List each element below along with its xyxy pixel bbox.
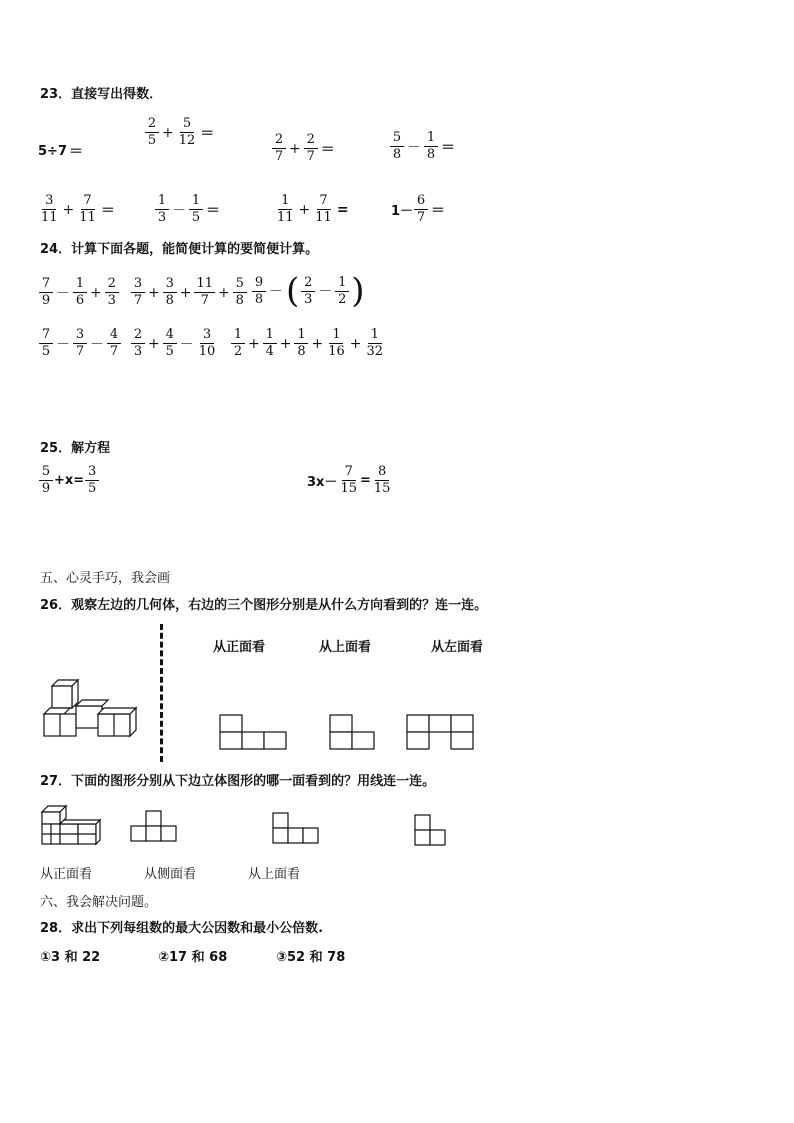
numerator: 7	[317, 193, 331, 210]
numerator: 1	[278, 193, 292, 210]
fraction	[163, 327, 177, 360]
numerator: 2	[131, 327, 145, 344]
fraction	[39, 464, 53, 497]
q28-item-text: 52 和 78	[287, 950, 346, 965]
fraction	[313, 193, 334, 226]
q24-expr-4	[38, 327, 122, 360]
numerator: 1	[155, 193, 169, 210]
q27-label-front: 从正面看	[40, 867, 93, 882]
denominator: 5	[41, 344, 51, 359]
operator: －	[179, 336, 194, 353]
denominator: 15	[373, 481, 391, 496]
numerator: 5	[39, 464, 53, 481]
q27-label-side: 从侧面看	[144, 867, 197, 882]
denominator: 3	[107, 293, 116, 308]
q23-item-1	[38, 141, 83, 161]
q23-title: 23．直接写出得数．	[40, 87, 163, 102]
operator: +	[90, 284, 102, 301]
denominator: 5	[88, 481, 97, 496]
denominator: 12	[178, 133, 196, 148]
q28-item-3	[276, 946, 345, 965]
q27-view-1	[130, 810, 178, 846]
fraction	[77, 193, 98, 226]
fraction	[155, 193, 169, 226]
equation-lead: 3x－	[307, 475, 338, 490]
operator: +	[311, 335, 324, 352]
q23-item-5	[38, 193, 115, 226]
numerator: 1	[329, 327, 343, 344]
fraction	[364, 327, 385, 360]
q26-title: 26．观察左边的几何体，右边的三个图形分别是从什么方向看到的？连一连。	[40, 598, 488, 613]
fraction	[275, 193, 296, 226]
fraction	[301, 275, 315, 308]
circled-number: ①	[40, 950, 52, 965]
fraction	[326, 327, 347, 360]
numerator: 8	[375, 464, 389, 481]
operator: +	[179, 284, 192, 301]
q23-item-7	[274, 193, 349, 226]
fraction	[163, 276, 177, 309]
denominator: 10	[198, 344, 216, 359]
fraction	[131, 276, 145, 309]
fraction	[233, 276, 247, 309]
operator: +	[62, 201, 75, 218]
denominator: 11	[277, 210, 294, 225]
fraction	[338, 464, 359, 497]
denominator: 3	[133, 344, 143, 359]
operator: +	[218, 284, 230, 301]
denominator: 8	[235, 293, 244, 308]
q27-view-2	[272, 812, 320, 848]
denominator: 32	[366, 344, 384, 359]
numerator: 7	[39, 276, 53, 293]
numerator: 9	[252, 275, 266, 292]
q26-label-top: 从上面看	[319, 640, 372, 655]
fraction	[197, 327, 218, 360]
fraction	[414, 193, 428, 226]
fraction	[177, 116, 198, 149]
numerator: 1	[231, 327, 245, 344]
numerator: 2	[105, 276, 119, 293]
q27-solid-figure	[40, 804, 102, 846]
denominator: 3	[304, 291, 313, 307]
fraction	[39, 193, 60, 226]
operator: +	[289, 140, 301, 157]
denominator: 4	[265, 344, 274, 359]
denominator: 8	[165, 293, 174, 308]
fraction	[105, 276, 119, 309]
q28-title: 28．求出下列每组数的最大公因数和最小公倍数.	[40, 921, 324, 936]
fraction	[194, 276, 215, 309]
operator: +	[349, 335, 362, 352]
numerator: 3	[163, 276, 177, 293]
operator: －	[407, 139, 421, 156]
q25-equation-2	[307, 464, 393, 497]
fraction	[39, 276, 53, 309]
fraction	[145, 116, 159, 149]
circled-number: ③	[276, 950, 288, 965]
denominator: 7	[75, 344, 85, 359]
numerator: 1	[189, 193, 203, 210]
denominator: 6	[75, 293, 85, 308]
equals-sign: =	[336, 201, 349, 218]
fraction	[424, 130, 438, 163]
denominator: 7	[416, 210, 426, 225]
fraction	[73, 276, 87, 309]
fraction	[189, 193, 203, 226]
fraction	[372, 464, 393, 497]
q24-expr-6	[230, 327, 386, 360]
equals-sign: ＝	[431, 202, 446, 219]
denominator: 8	[297, 344, 306, 359]
numerator: 1	[335, 275, 349, 292]
q23-item-8	[391, 193, 445, 226]
q23-item-4	[389, 130, 455, 163]
numerator: 3	[200, 327, 214, 344]
denominator: 8	[392, 147, 402, 162]
fraction	[231, 327, 245, 360]
numerator: 2	[145, 116, 159, 133]
lead-text: 1－	[391, 204, 414, 219]
operator: +	[248, 335, 260, 352]
denominator: 8	[254, 291, 264, 307]
denominator: 11	[79, 210, 96, 225]
equation-middle: +x=	[54, 473, 85, 488]
q28-item-text: 17 和 68	[169, 950, 228, 965]
section-6-title: 六、我会解决问题。	[40, 895, 158, 910]
denominator: 7	[133, 293, 143, 308]
fraction	[335, 275, 349, 308]
operator: +	[148, 284, 160, 301]
numerator: 6	[414, 193, 428, 210]
dashed-divider	[160, 624, 163, 762]
fraction	[304, 132, 318, 165]
denominator: 7	[109, 344, 119, 359]
equals-sign: ＝	[200, 125, 215, 142]
operator: －	[269, 284, 283, 300]
q27-view-3	[414, 814, 448, 850]
operator: +	[298, 201, 311, 218]
denominator: 8	[426, 147, 436, 162]
section-5-title: 五、心灵手巧，我会画	[40, 571, 171, 586]
numerator: 7	[342, 464, 356, 481]
circled-number: ②	[158, 950, 170, 965]
denominator: 16	[328, 344, 345, 359]
numerator: 7	[39, 327, 53, 344]
q26-label-left: 从左面看	[431, 640, 484, 655]
equals-sign: ＝	[206, 202, 220, 219]
numerator: 1	[294, 327, 308, 344]
numerator: 7	[81, 193, 95, 210]
numerator: 5	[390, 130, 404, 147]
q26-view-2	[329, 714, 375, 750]
operator: +	[279, 335, 292, 352]
numerator: 1	[73, 276, 87, 293]
q28-item-2	[158, 946, 227, 965]
denominator: 2	[233, 344, 243, 359]
denominator: 2	[338, 291, 347, 307]
denominator: 15	[340, 481, 357, 496]
numerator: 4	[163, 327, 177, 344]
denominator: 11	[41, 210, 58, 225]
fraction	[107, 327, 121, 360]
operator: －	[56, 336, 70, 353]
q28-item-text: 3 和 22	[51, 950, 101, 965]
numerator: 5	[180, 116, 194, 133]
numerator: 2	[304, 132, 318, 149]
numerator: 2	[272, 132, 286, 149]
q24-expr-5	[130, 327, 218, 360]
q25-title: 25．解方程	[40, 441, 111, 456]
denominator: 7	[306, 149, 315, 164]
fraction	[294, 327, 308, 360]
denominator: 5	[191, 210, 201, 225]
equals-sign: ＝	[100, 202, 115, 219]
denominator: 7	[200, 293, 209, 308]
denominator: 9	[41, 481, 51, 496]
q27-label-top: 从上面看	[248, 867, 301, 882]
denominator: 5	[147, 133, 157, 148]
numerator: 3	[42, 193, 56, 210]
numerator: 4	[107, 327, 121, 344]
fraction	[390, 130, 404, 163]
numerator: 3	[131, 276, 145, 293]
equals-sign: ＝	[441, 139, 455, 156]
left-paren: (	[286, 271, 300, 311]
q23-item-2	[144, 116, 214, 149]
fraction	[131, 327, 145, 360]
q26-view-3	[406, 714, 474, 750]
fraction	[85, 464, 99, 497]
numerator: 3	[73, 327, 87, 344]
denominator: 7	[274, 149, 284, 164]
numerator: 1	[368, 327, 382, 344]
denominator: 9	[41, 293, 51, 308]
operator: +	[148, 335, 160, 352]
numerator: 3	[85, 464, 99, 481]
fraction	[73, 327, 87, 360]
fraction	[263, 327, 277, 360]
q24-expr-1	[38, 276, 120, 309]
fraction	[252, 275, 266, 308]
fraction	[272, 132, 286, 165]
numerator: 11	[196, 276, 214, 291]
equation-middle: =	[359, 473, 371, 488]
q23-item-6	[154, 193, 220, 226]
operator: －	[318, 284, 333, 300]
q24-expr-3	[251, 271, 366, 311]
operator: －	[56, 285, 70, 302]
q26-solid-figure	[40, 676, 140, 740]
equals-sign: ＝	[320, 141, 335, 158]
q26-label-front: 从正面看	[213, 640, 266, 655]
operator: －	[90, 336, 104, 353]
denominator: 3	[157, 210, 167, 225]
q23-item-3	[271, 132, 335, 165]
q24-title: 24．计算下面各题，能简便计算的要简便计算。	[40, 242, 319, 257]
denominator: 5	[165, 344, 174, 359]
q23-item-1-eq: ＝	[68, 144, 83, 160]
q27-title: 27．下面的图形分别从下边立体图形的哪一面看到的？用线连一连。	[40, 774, 436, 789]
numerator: 1	[424, 130, 438, 147]
q25-equation-1	[38, 464, 100, 497]
fraction	[39, 327, 53, 360]
q26-view-1	[219, 714, 287, 750]
operator: +	[162, 124, 174, 141]
numerator: 5	[233, 276, 247, 293]
q23-item-1-lead: 5÷7	[38, 143, 67, 159]
operator: －	[172, 202, 186, 219]
numerator: 2	[301, 275, 315, 292]
denominator: 11	[315, 210, 332, 225]
right-paren: )	[351, 271, 365, 311]
q24-expr-2	[130, 276, 248, 309]
q28-item-1	[40, 946, 100, 965]
numerator: 1	[263, 327, 277, 344]
